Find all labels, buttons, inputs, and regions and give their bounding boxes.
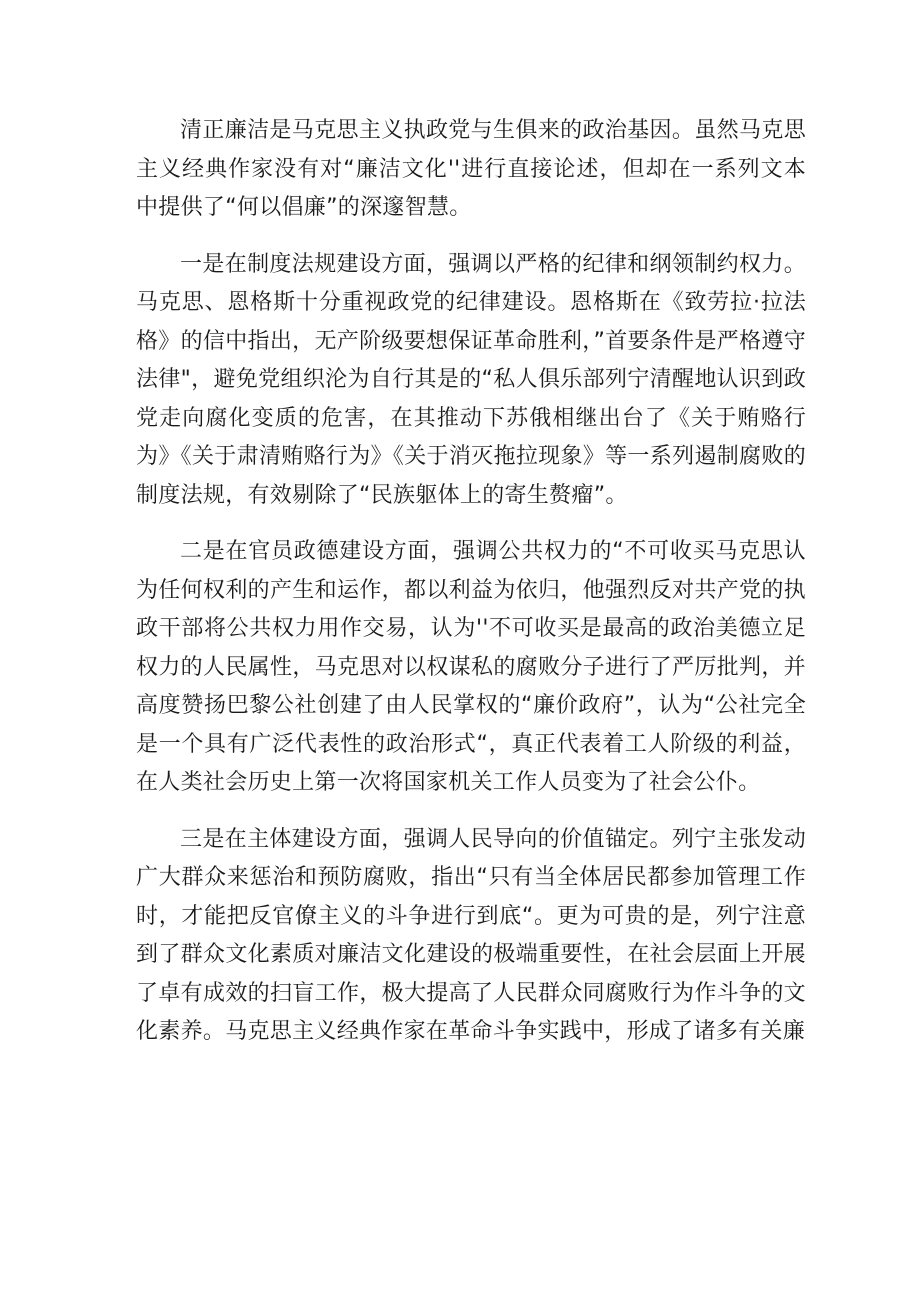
document-body (136, 112, 806, 1070)
paragraph-official-ethics: 二是在官员政德建设方面，强调公共权力的“不可收买马克思认为任何权利的产生和运作，都以利益为依归，他强烈反对共产党的执政干部将公共权力用作交易，认为''不可收买是最高的政治美德立足权力的人民属性，马克思对以权谋私的腐败分子进行了严厉批判，并高度赞扬巴黎公社创建了由人民掌权的“廉价政府”，认为“公社完全是一个具有广泛代表性的政治形式“，真正代表着工人阶级的利益，在人类社会历史上第一次将国家机关工作人员变为了社会公仆。 (136, 539, 806, 795)
paragraph-people-oriented: 三是在主体建设方面，强调人民导向的价值锚定。列宁主张发动广大群众来惩治和预防腐败，指出“只有当全体居民都参加管理工作时，才能把反官僚主义的斗争进行到底“。更为可贵的是，列宁注意到了群众文化素质对廉洁文化建设的极端重要性，在社会层面上开展了卓有成效的扫盲工作，极大提高了人民群众同腐败行为作斗争的文化素养。马克思主义经典作家在革命斗争实践中，形成了诸多有关廉 (136, 826, 806, 1044)
paragraph-institutional-discipline: 一是在制度法规建设方面，强调以严格的纪律和纲领制约权力。马克思、恩格斯十分重视政党的纪律建设。恩格斯在《致劳拉·拉法格》的信中指出，无产阶级要想保证革命胜利，”首要条件是严格遵守法律"，避免党组织沦为自行其是的“私人俱乐部列宁清醒地认识到政党走向腐化变质的危害，在其推动下苏俄相继出台了《关于贿赂行为》《关于肃清贿赂行为》《关于消灭拖拉现象》等一系列遏制腐败的制度法规，有效剔除了“民族躯体上的寄生赘瘤”。 (136, 251, 806, 508)
paragraph-intro: 清正廉洁是马克思主义执政党与生俱来的政治基因。虽然马克思主义经典作家没有对“廉洁文化''进行直接论述，但却在一系列文本中提供了“何以倡廉”的深邃智慧。 (136, 118, 806, 220)
